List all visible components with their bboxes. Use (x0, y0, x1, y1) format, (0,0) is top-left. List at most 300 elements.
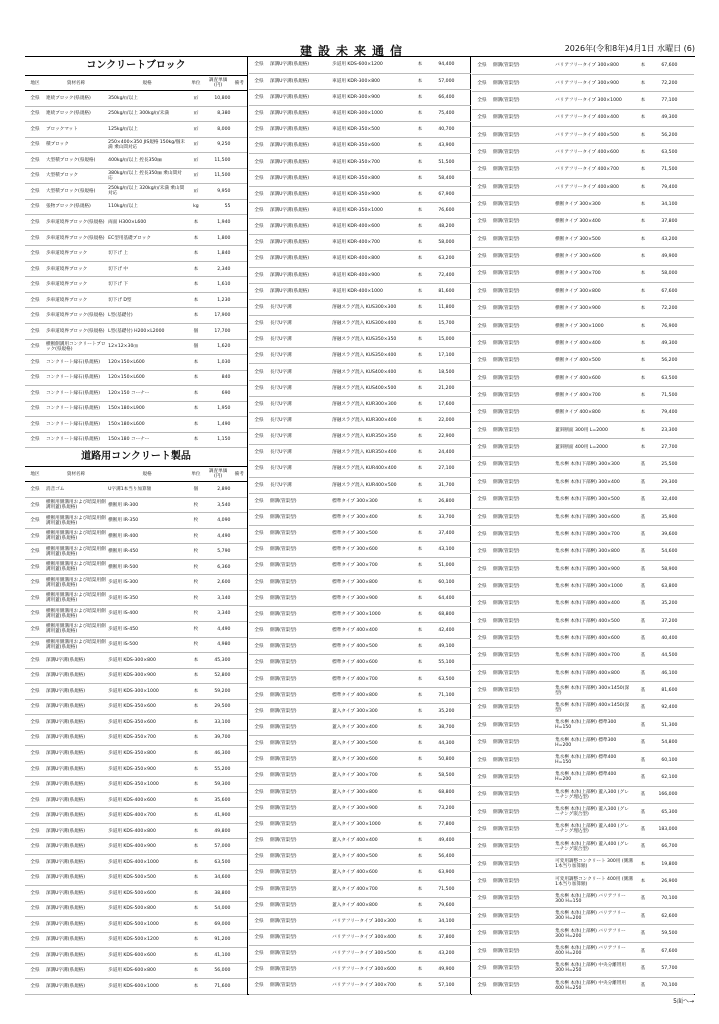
unit-cell: 本 (187, 715, 205, 731)
area-cell: 全県 (472, 960, 492, 977)
note-cell (678, 769, 694, 786)
note-cell (455, 622, 471, 638)
area-cell: 全県 (249, 154, 269, 170)
spec-cell: 250kg/㎡以上 320kg/㎡未満 乗山間対応 (107, 184, 187, 200)
note-cell (678, 92, 694, 109)
item-name-cell: 側溝(管渠型) (492, 665, 554, 682)
spec-cell: 標準タイプ 300×800 (331, 574, 411, 590)
unit-cell: 本 (187, 761, 205, 777)
spec-cell: 集水桝 本体(上部桝) 標準300 H=200 (554, 734, 634, 751)
price-cell: 46,100 (652, 665, 679, 682)
unit-cell: 本 (411, 89, 429, 105)
table-row (249, 445, 471, 461)
price-cell: 56,000 (205, 963, 232, 979)
note-cell (678, 977, 694, 994)
item-name-cell: 側溝(管渠型) (492, 387, 554, 404)
note-cell (678, 803, 694, 820)
table-row (25, 590, 247, 606)
price-cell: 49,300 (652, 335, 679, 352)
spec-cell: 蓋入タイプ 400×600 (331, 865, 411, 881)
unit-cell: 基 (634, 960, 652, 977)
unit-cell: 本 (411, 445, 429, 461)
area-cell: 全県 (249, 703, 269, 719)
unit-cell: 本 (411, 800, 429, 816)
price-cell: 76,900 (652, 317, 679, 334)
item-name-cell: 側溝(管渠型) (492, 161, 554, 178)
note-cell (678, 908, 694, 925)
price-cell: 38,700 (429, 719, 456, 735)
item-name-cell: 側溝(管渠型) (492, 352, 554, 369)
item-name-cell: 横断用側溝用および暗渠用側溝用蓋(県規格) (45, 590, 107, 606)
area-cell: 全県 (249, 784, 269, 800)
item-name-cell: 側溝(管渠型) (492, 717, 554, 734)
area-cell: 全県 (25, 932, 45, 948)
price-cell: 9,950 (205, 184, 232, 200)
spec-header: 規格 (107, 76, 187, 91)
note-cell (678, 647, 694, 664)
table-header-row (25, 76, 247, 91)
spec-cell: 蓋入タイプ 400×700 (331, 881, 411, 897)
item-name-cell: 長尺U字溝 (269, 348, 331, 364)
issue-date: 2026年(令和8年)4月1日 水曜日 (6) (564, 44, 695, 53)
spec-cell: 切下げ 下 (107, 277, 187, 293)
note-cell (678, 699, 694, 716)
item-name-cell: 側溝(管渠型) (492, 925, 554, 942)
note-cell (455, 558, 471, 574)
item-name-cell: 側溝(管渠型) (269, 962, 331, 978)
unit-cell: 基 (634, 734, 652, 751)
item-name-cell: 側溝(管渠型) (492, 803, 554, 820)
table-row (25, 323, 247, 339)
unit-cell: 本 (187, 777, 205, 793)
area-cell: 全県 (249, 929, 269, 945)
item-name-cell: 横断側溝用コンクリートブロック(県規格) (45, 339, 107, 355)
item-name-cell: 側溝(管渠型) (269, 833, 331, 849)
item-name-cell: 深溝U字溝(県規格) (45, 761, 107, 777)
item-name-cell: 歩車道境界ブロック (45, 246, 107, 262)
price-cell: 29,500 (205, 699, 232, 715)
table-row (25, 808, 247, 824)
area-cell: 全県 (249, 897, 269, 913)
spec-cell: 集水桝 本体(下部桝) 300×400 (554, 474, 634, 491)
unit-cell: 基 (634, 613, 652, 630)
unit-cell: 枚 (187, 544, 205, 560)
note-cell (231, 948, 247, 964)
note-cell (678, 57, 694, 74)
area-cell: 全県 (25, 230, 45, 246)
unit-cell: 本 (634, 387, 652, 404)
unit-cell: 本 (187, 808, 205, 824)
note-cell (231, 653, 247, 669)
price-cell: 29,300 (652, 474, 679, 491)
price-cell: 43,200 (652, 231, 679, 248)
area-cell: 全県 (249, 364, 269, 380)
area-cell: 全県 (472, 821, 492, 838)
spec-cell: 歩道用 IS-450 (107, 622, 187, 638)
table-row (25, 606, 247, 622)
unit-cell: 本 (634, 144, 652, 161)
unit-cell: 本 (411, 655, 429, 671)
note-cell (455, 881, 471, 897)
item-name-cell: 深溝U字溝(県規格) (269, 57, 331, 73)
spec-cell: 横断タイプ 400×800 (554, 404, 634, 421)
item-name-cell: 側溝(管渠型) (269, 849, 331, 865)
price-cell: 8,000 (205, 122, 232, 138)
area-cell: 全県 (472, 890, 492, 907)
table-row (25, 948, 247, 964)
item-name-cell: 深溝U字溝(県規格) (45, 886, 107, 902)
note-cell (231, 277, 247, 293)
spec-cell: 溶融スラグ混入 KUS400×400 (331, 364, 411, 380)
spec-cell: 標準タイプ 300×900 (331, 590, 411, 606)
table-row (25, 901, 247, 917)
table-row (249, 477, 471, 493)
table-row (25, 746, 247, 762)
table-row (472, 213, 694, 230)
note-cell (678, 126, 694, 143)
unit-cell: 本 (187, 261, 205, 277)
price-cell: 43,100 (429, 542, 456, 558)
unit-cell: 本 (634, 179, 652, 196)
item-name-cell: 側溝(管渠型) (492, 491, 554, 508)
item-name-cell: 側溝(管渠型) (269, 509, 331, 525)
item-name-cell: 側溝(管渠型) (492, 595, 554, 612)
table-row (25, 792, 247, 808)
area-cell: 全県 (249, 235, 269, 251)
area-cell: 全県 (249, 267, 269, 283)
spec-cell: 歩道用 KDS-350×800 (107, 746, 187, 762)
table-row (249, 89, 471, 105)
note-cell (678, 665, 694, 682)
area-cell: 全県 (249, 639, 269, 655)
price-cell: 33,100 (205, 715, 232, 731)
item-name-cell: 側溝(管渠型) (492, 838, 554, 855)
spec-cell: 両面 H300×L600 (107, 215, 187, 231)
area-cell: 全県 (25, 339, 45, 355)
table-row (472, 352, 694, 369)
price-cell: 52,800 (205, 668, 232, 684)
spec-cell: 蓋入タイプ 300×1000 (331, 816, 411, 832)
note-cell (455, 380, 471, 396)
note-cell (678, 873, 694, 890)
unit-cell: 枚 (187, 497, 205, 513)
column-2 (249, 57, 471, 995)
spec-cell: 溶融スラグ混入 KUS300×400 (331, 316, 411, 332)
unit-cell: 本 (411, 590, 429, 606)
item-name-cell: 深溝U字溝(県規格) (45, 684, 107, 700)
price-cell: 77,100 (652, 92, 679, 109)
spec-cell: 横断タイプ 300×400 (554, 213, 634, 230)
price-cell: 37,200 (652, 613, 679, 630)
table-row (472, 838, 694, 855)
note-cell (231, 823, 247, 839)
note-cell (678, 283, 694, 300)
unit-cell: 本 (187, 963, 205, 979)
area-cell: 全県 (25, 91, 45, 107)
spec-cell: 集水桝 本体(上部桝) 蓋入400 (グレーチング嵌合型) (554, 838, 634, 855)
note-cell (231, 668, 247, 684)
price-cell: 66,700 (652, 838, 679, 855)
area-cell: 全県 (25, 432, 45, 448)
price-cell: 27,700 (652, 439, 679, 456)
spec-cell: 溶融スラグ混入 KUR400×500 (331, 477, 411, 493)
note-cell (455, 590, 471, 606)
price-cell: 56,400 (429, 849, 456, 865)
unit-cell: 本 (411, 526, 429, 542)
unit-cell: 基 (634, 543, 652, 560)
item-name-cell: ブロックマット (45, 122, 107, 138)
spec-cell: バリアフリータイプ 400×600 (554, 144, 634, 161)
spec-cell: L型(基礎付) (107, 308, 187, 324)
spec-cell: 溶融スラグ混入 KUR350×400 (331, 445, 411, 461)
table-row (472, 578, 694, 595)
spec-cell: 150×180×L600 (107, 417, 187, 433)
spec-cell: バリアフリータイプ 300×1000 (554, 92, 634, 109)
area-cell: 全県 (472, 977, 492, 994)
item-name-cell: 深溝U字溝(県規格) (45, 963, 107, 979)
item-name-cell: 側溝(管渠型) (492, 942, 554, 959)
area-cell: 全県 (249, 138, 269, 154)
unit-cell: 本 (634, 126, 652, 143)
table-row (249, 412, 471, 428)
note-cell (231, 963, 247, 979)
note-cell (455, 542, 471, 558)
table-row (249, 542, 471, 558)
spec-cell: 集水桝 本体(上部桝) 標準300 H=150 (554, 717, 634, 734)
spec-cell: 蓋入タイプ 300×600 (331, 752, 411, 768)
price-cell: 63,200 (429, 251, 456, 267)
table-row (25, 339, 247, 355)
note-cell (231, 622, 247, 638)
price-header: 調査単価(円) (205, 76, 232, 91)
unit-cell: 本 (187, 792, 205, 808)
table-row (472, 925, 694, 942)
unit-cell: 基 (634, 630, 652, 647)
area-cell: 全県 (25, 730, 45, 746)
note-cell (231, 417, 247, 433)
item-name-cell: 側溝(管渠型) (492, 422, 554, 439)
table-row (472, 803, 694, 820)
area-cell: 全県 (25, 106, 45, 122)
spec-cell: 横断用 IR-300 (107, 497, 187, 513)
unit-cell: 本 (411, 622, 429, 638)
price-cell: 34,100 (652, 196, 679, 213)
unit-cell: 基 (634, 647, 652, 664)
table-row (472, 717, 694, 734)
price-cell: 1,800 (205, 230, 232, 246)
area-cell: 全県 (472, 647, 492, 664)
unit-cell: 基 (634, 595, 652, 612)
area-cell: 全県 (25, 497, 45, 513)
note-header: 備考 (231, 76, 247, 91)
area-cell: 全県 (472, 665, 492, 682)
area-cell: 全県 (249, 800, 269, 816)
price-table (25, 467, 247, 995)
spec-cell: 標準タイプ 300×400 (331, 509, 411, 525)
price-cell: 2,890 (205, 482, 232, 498)
spec-cell: 溶融スラグ混入 KUS400×500 (331, 380, 411, 396)
area-cell: 全県 (249, 622, 269, 638)
item-name-cell: 歩車道境界ブロック (45, 292, 107, 308)
price-cell: 32,400 (652, 491, 679, 508)
table-row (472, 630, 694, 647)
note-cell (231, 153, 247, 169)
note-cell (231, 730, 247, 746)
unit-cell: 本 (187, 386, 205, 402)
price-cell: 44,500 (652, 647, 679, 664)
price-cell: 183,000 (652, 821, 679, 838)
area-cell: 全県 (249, 671, 269, 687)
area-cell: 全県 (472, 265, 492, 282)
unit-cell: 本 (187, 746, 205, 762)
table-row (472, 422, 694, 439)
price-cell: 81,600 (429, 283, 456, 299)
spec-cell: 12×12×30㎝ (107, 339, 187, 355)
unit-cell: 本 (411, 332, 429, 348)
spec-cell: バリアフリータイプ 300×700 (331, 978, 411, 994)
item-name-cell: 横断用側溝用および暗渠用側溝用蓋(県規格) (45, 513, 107, 529)
price-cell: 43,200 (429, 946, 456, 962)
item-name-cell: 側溝(管渠型) (269, 929, 331, 945)
note-cell (455, 493, 471, 509)
note-cell (231, 91, 247, 107)
area-cell: 全県 (249, 509, 269, 525)
table-row (472, 856, 694, 873)
unit-cell: 本 (634, 196, 652, 213)
area-cell: 全県 (249, 816, 269, 832)
spec-cell: 横断用 IR-400 (107, 528, 187, 544)
item-name-cell: 側溝(管渠型) (492, 231, 554, 248)
spec-cell: 蓋斜断面 400用 L=2000 (554, 439, 634, 456)
area-cell: 全県 (472, 456, 492, 473)
spec-cell: 歩道用 KDS-400×800 (107, 823, 187, 839)
price-cell: 35,200 (652, 595, 679, 612)
price-cell: 51,300 (652, 717, 679, 734)
table-row (249, 703, 471, 719)
item-name-cell: 側溝(管渠型) (492, 265, 554, 282)
table-row (472, 231, 694, 248)
item-name-cell: 深溝U字溝(県規格) (269, 154, 331, 170)
note-cell (678, 352, 694, 369)
area-cell: 全県 (25, 482, 45, 498)
table-row (472, 92, 694, 109)
area-cell: 全県 (249, 445, 269, 461)
price-cell: 31,700 (429, 477, 456, 493)
table-row (249, 235, 471, 251)
note-cell (455, 364, 471, 380)
area-cell: 全県 (25, 808, 45, 824)
item-name-cell: 横断用側溝用および暗渠用側溝用蓋(県規格) (45, 497, 107, 513)
price-cell: 33,700 (429, 509, 456, 525)
table-row (472, 977, 694, 994)
unit-cell: 本 (411, 73, 429, 89)
unit-cell: 本 (411, 364, 429, 380)
note-cell (678, 613, 694, 630)
area-cell: 全県 (25, 622, 45, 638)
area-cell: 全県 (249, 57, 269, 73)
spec-cell: 横断タイプ 400×400 (554, 335, 634, 352)
item-name-cell: 側溝(管渠型) (269, 897, 331, 913)
table-row (472, 908, 694, 925)
table-row (249, 816, 471, 832)
item-name-cell: 深溝U字溝(県規格) (269, 170, 331, 186)
area-cell: 全県 (25, 839, 45, 855)
area-cell: 全県 (249, 89, 269, 105)
table-row (472, 161, 694, 178)
price-cell: 71,600 (205, 979, 232, 995)
spec-cell: 横断用 IR-450 (107, 544, 187, 560)
area-cell: 全県 (249, 186, 269, 202)
area-cell: 全県 (25, 653, 45, 669)
note-cell (455, 122, 471, 138)
spec-cell: 標準タイプ 300×600 (331, 542, 411, 558)
spec-cell: 溶融スラグ混入 KUR300×300 (331, 396, 411, 412)
spec-cell: 標準タイプ 400×800 (331, 687, 411, 703)
area-cell: 全県 (472, 335, 492, 352)
spec-cell: 切下げ 上 (107, 246, 187, 262)
spec-cell: 歩道用 KDS-350×600 (107, 699, 187, 715)
table-row (249, 105, 471, 121)
column-3 (472, 57, 694, 995)
unit-cell: 本 (411, 849, 429, 865)
price-cell: 79,600 (429, 897, 456, 913)
price-cell: 67,600 (652, 57, 679, 74)
table-row (249, 73, 471, 89)
unit-cell: 本 (187, 401, 205, 417)
area-cell: 全県 (25, 184, 45, 200)
area-cell: 全県 (472, 508, 492, 525)
item-name-cell: 側溝(管渠型) (492, 526, 554, 543)
price-cell: 63,900 (429, 865, 456, 881)
table-row (472, 369, 694, 386)
price-cell: 56,200 (652, 126, 679, 143)
note-cell (678, 630, 694, 647)
spec-cell: 歩道用 KDS-500×600 (107, 886, 187, 902)
area-cell: 全県 (472, 179, 492, 196)
price-cell: 49,100 (429, 639, 456, 655)
item-name-cell: 側溝(管渠型) (492, 908, 554, 925)
note-cell (231, 482, 247, 498)
spec-cell: 120×150×L600 (107, 355, 187, 371)
area-cell: 全県 (472, 543, 492, 560)
spec-cell: 横断用 IR-350 (107, 513, 187, 529)
unit-cell: 本 (187, 246, 205, 262)
item-name-cell: 深溝U字溝(県規格) (269, 122, 331, 138)
price-cell: 39,600 (652, 526, 679, 543)
price-table (249, 57, 471, 995)
item-name-cell: 歩車道境界ブロック(県規格) (45, 323, 107, 339)
note-cell (231, 917, 247, 933)
item-name-cell: 深溝U字溝(県規格) (45, 699, 107, 715)
item-name-cell: 深溝U字溝(県規格) (45, 854, 107, 870)
item-name-cell: 歩車道境界ブロック(県規格) (45, 230, 107, 246)
price-cell: 35,600 (205, 792, 232, 808)
area-cell: 全県 (25, 668, 45, 684)
note-cell (231, 168, 247, 184)
area-cell: 全県 (25, 792, 45, 808)
spec-cell: 横断タイプ 300×1000 (554, 317, 634, 334)
unit-cell: 本 (634, 57, 652, 74)
unit-cell: 本 (187, 417, 205, 433)
note-cell (455, 687, 471, 703)
table-row (25, 513, 247, 529)
area-cell: 全県 (25, 715, 45, 731)
area-cell: 全県 (25, 854, 45, 870)
table-row (25, 699, 247, 715)
spec-cell: 歩道用 KDS-400×700 (107, 808, 187, 824)
table-row (472, 508, 694, 525)
price-cell: 10,800 (205, 91, 232, 107)
